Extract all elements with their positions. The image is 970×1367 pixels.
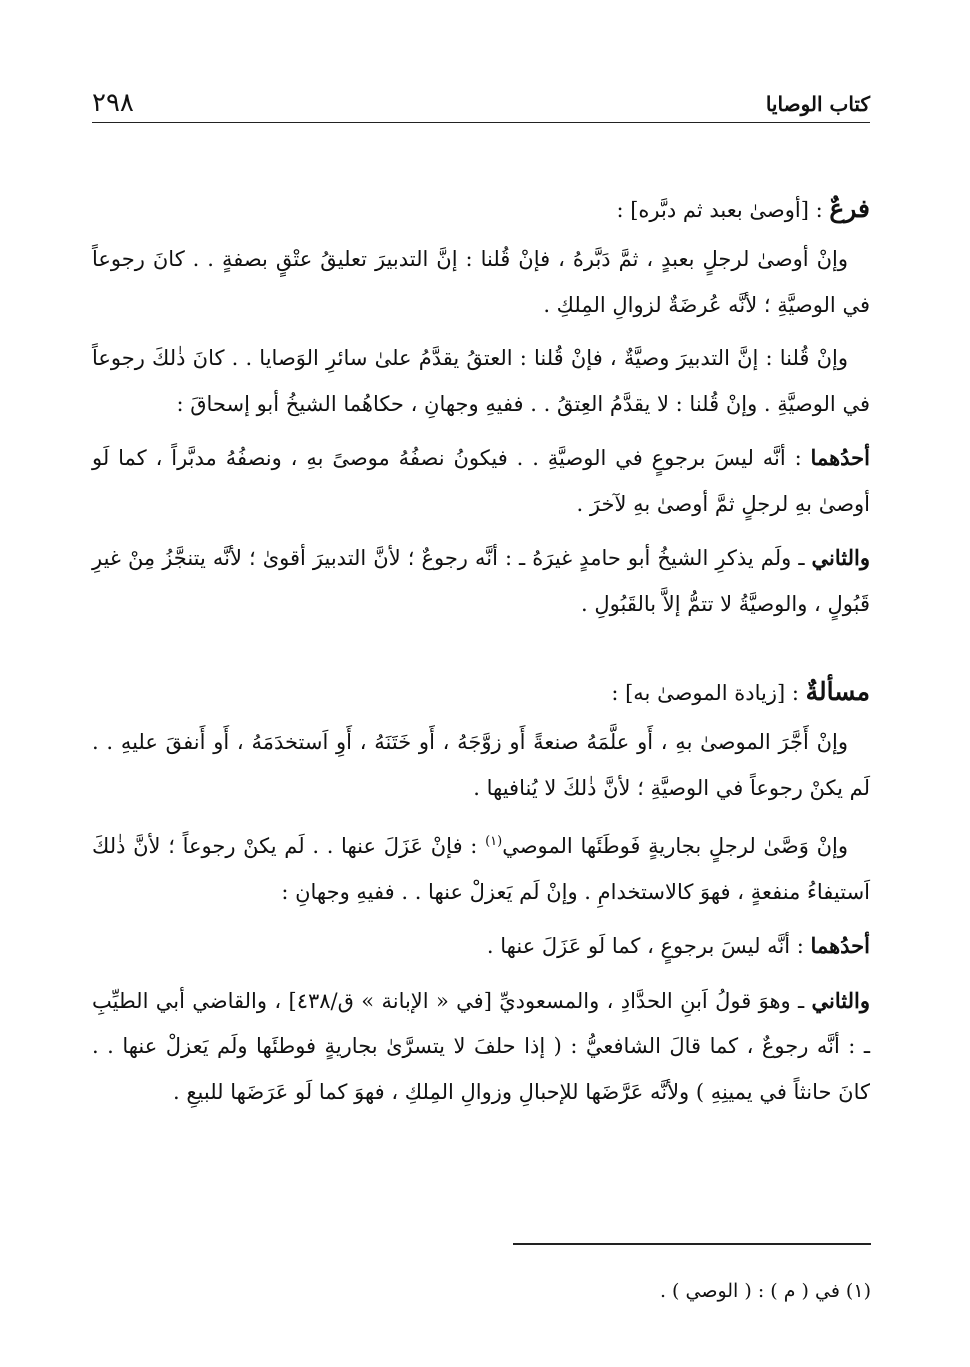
running-title: كتاب الوصايا	[765, 92, 870, 116]
heading-title: : [أوصىٰ بعبد ثم دبَّره] :	[616, 198, 830, 222]
paragraph: وإنْ قُلنا : إنَّ التدبيرَ وصيَّةٌ ، فإنْ قُلنا : العتقُ يقدَّمُ علىٰ سائرِ الوَصايا . . كانَ ذٰلكَ رجوعاً في الوصيَّةِ . وإنْ قُلنا : لا يقدَّمُ العِتقُ . . ففيهِ وجهانِ ، حكاهُما الشيخُ أبو إسحاقَ :	[92, 346, 870, 416]
footnote: (١) في ( م ) : ( الوصي ) .	[659, 1280, 871, 1302]
section-heading-1	[92, 190, 870, 229]
paragraph: وإنْ وَصَّىٰ لرجلٍ بجاريةٍ فَوطَئَها الموصي$^{(١)}$ : فإنْ عَزَلَ عنها . . لَم يكنْ رجوعاً ؛ لأنَّ ذٰلكَ اَستيفاءُ منفعةٍ ، فهوَ كالاستخدامِ . وإنْ لَم يَعزلْ عنها . . ففيهِ وجهانِ :	[92, 834, 870, 904]
paragraph: والثاني ـ وهوَ قولُ اَبنِ الحدَّادِ ، والمسعوديِّ [في « الإبانة » ق/٤٣٨] ، والقاضي أبي الطيِّبِ ـ : أنَّه رجوعٌ ، كما قالَ الشافعيُّ : ( إذا حلفَ لا يتسرَّىٰ بجاريةٍ فوطئَها ولَم يَعزلْ عنها . . كانَ حانثاً في يمينِهِ ) ولأنَّه عَرَّضَها للإحبالِ وزوالِ المِلكِ ، فهوَ كما لَو عَرَضَها للبيعِ .	[92, 987, 870, 1104]
page-number: ٢٩٨	[92, 88, 134, 118]
page-header	[92, 88, 870, 123]
paragraph-lead: والثاني	[811, 987, 870, 1013]
paragraph-lead: والثاني	[811, 545, 870, 570]
heading-keyword: فرعٌ	[829, 194, 870, 223]
paragraph: وإنْ أَجَّرَ الموصىٰ بهِ ، أَو علَّمَهُ صنعةً أَو زوَّجَهُ ، أَو خَتَنَهُ ، أَوِ اَستخدَمَهُ ، أَو أَنفقَ عليهِ . . لَم يكنْ رجوعاً في الوصيَّةِ ؛ لأنَّ ذٰلكَ لا يُنافيها .	[92, 730, 870, 800]
paragraph: وإنْ أوصىٰ لرجلٍ بعبدٍ ، ثمَّ دَبَّرهُ ، فإنْ قُلنا : إنَّ التدبيرَ تعليقُ عتْقٍ بصفةٍ . . كانَ رجوعاً في الوصيَّةِ ؛ لأنَّه عُرضَةٌ لزوالِ المِلكِ .	[92, 247, 870, 317]
paragraph: والثاني ـ ولَم يذكرِ الشيخُ أبو حامدٍ غيرَهُ ـ : أنَّه رجوعٌ ؛ لأنَّ التدبيرَ أقوىٰ ؛ لأنَّه يتنجَّزُ مِنْ غيرِ قَبُولٍ ، والوصيَّةُ لا تتمُّ إلاَّ بالقَبُولِ .	[92, 545, 870, 616]
heading-keyword: مسألةٌ	[805, 677, 870, 706]
main-text	[92, 190, 870, 1115]
paragraph: أحدُهما : أنَّه ليسَ برجوعٍ في الوصيَّةِ . . فيكونُ نصفُهُ موصىً بهِ ، ونصفُهُ مدبَّراً ، كما لَو أوصىٰ بهِ لرجلٍ ثمَّ أوصىٰ بهِ لآخرَ .	[92, 445, 870, 516]
paragraph: أحدُهما : أنَّه ليسَ برجوعٍ ، كما لَو عَزَلَ عنها .	[486, 933, 870, 958]
footnote-divider	[513, 1243, 871, 1245]
paragraph-lead: أحدُهما	[810, 933, 870, 958]
paragraph-lead: أحدُهما	[810, 445, 870, 470]
section-heading-2	[92, 673, 870, 712]
heading-title: : [زيادة الموصىٰ به] :	[611, 681, 806, 705]
footnote-reference[interactable]: (١)	[485, 834, 503, 849]
